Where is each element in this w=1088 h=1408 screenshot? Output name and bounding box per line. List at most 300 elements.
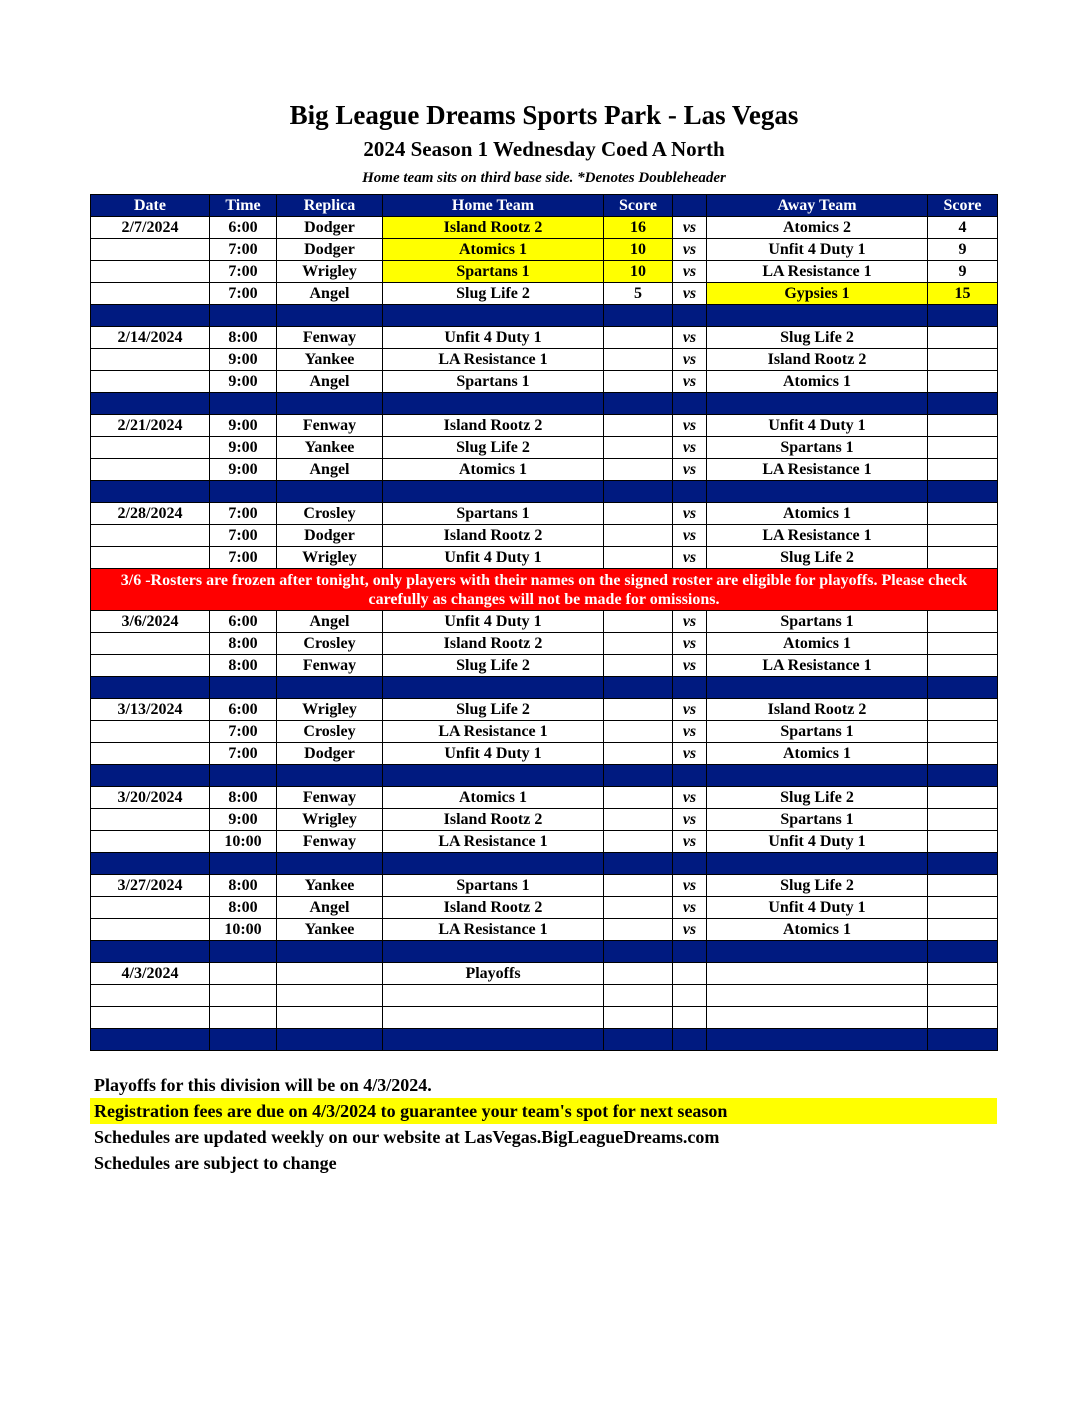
replica-cell: Angel <box>277 897 383 919</box>
home-score-cell <box>604 787 673 809</box>
away-score-cell <box>928 437 998 459</box>
separator-cell <box>383 305 604 327</box>
away-team-cell <box>707 1007 928 1029</box>
separator-cell <box>673 1029 707 1051</box>
home-score-cell <box>604 743 673 765</box>
away-score-cell <box>928 459 998 481</box>
separator-cell <box>210 677 277 699</box>
home-score-cell <box>604 985 673 1007</box>
home-score-cell <box>604 963 673 985</box>
col-header-vs <box>673 195 707 217</box>
separator-cell <box>210 853 277 875</box>
replica-cell <box>277 985 383 1007</box>
away-score-cell <box>928 415 998 437</box>
week-separator-row <box>91 393 998 415</box>
vs-cell: vs <box>673 239 707 261</box>
separator-cell <box>928 765 998 787</box>
away-score-cell <box>928 349 998 371</box>
footer-change-note: Schedules are subject to change <box>94 1153 337 1173</box>
home-team-cell: Island Rootz 2 <box>383 897 604 919</box>
replica-cell: Wrigley <box>277 809 383 831</box>
away-team-cell: Unfit 4 Duty 1 <box>707 415 928 437</box>
home-team-cell: Island Rootz 2 <box>383 217 604 239</box>
separator-cell <box>277 677 383 699</box>
separator-cell <box>928 1029 998 1051</box>
away-team-cell: Island Rootz 2 <box>707 349 928 371</box>
away-score-cell <box>928 919 998 941</box>
game-row <box>91 1007 998 1029</box>
away-team-cell: Atomics 1 <box>707 743 928 765</box>
away-score-cell <box>928 875 998 897</box>
time-cell: 7:00 <box>210 261 277 283</box>
vs-cell: vs <box>673 831 707 853</box>
separator-cell <box>91 305 210 327</box>
time-cell: 7:00 <box>210 283 277 305</box>
week-separator-row <box>91 481 998 503</box>
game-row <box>91 919 998 941</box>
away-score-cell <box>928 985 998 1007</box>
game-row <box>91 897 998 919</box>
away-score-cell <box>928 963 998 985</box>
away-score-cell <box>928 525 998 547</box>
away-team-cell: Unfit 4 Duty 1 <box>707 239 928 261</box>
time-cell: 8:00 <box>210 633 277 655</box>
separator-cell <box>277 305 383 327</box>
date-cell <box>91 547 210 569</box>
replica-cell: Fenway <box>277 327 383 349</box>
game-row <box>91 985 998 1007</box>
replica-cell <box>277 1007 383 1029</box>
game-row <box>91 633 998 655</box>
replica-cell: Angel <box>277 371 383 393</box>
time-cell: 7:00 <box>210 721 277 743</box>
vs-cell: vs <box>673 875 707 897</box>
separator-cell <box>277 481 383 503</box>
away-team-cell <box>707 963 928 985</box>
date-cell <box>91 985 210 1007</box>
home-score-cell <box>604 699 673 721</box>
time-cell: 9:00 <box>210 349 277 371</box>
home-team-cell: Spartans 1 <box>383 261 604 283</box>
vs-cell: vs <box>673 437 707 459</box>
schedule-body <box>91 217 998 1051</box>
separator-cell <box>210 305 277 327</box>
replica-cell: Fenway <box>277 787 383 809</box>
date-cell <box>91 349 210 371</box>
vs-cell: vs <box>673 633 707 655</box>
away-score-cell: 4 <box>928 217 998 239</box>
away-score-cell <box>928 547 998 569</box>
separator-cell <box>91 941 210 963</box>
page-subtitle: 2024 Season 1 Wednesday Coed A North <box>363 137 725 161</box>
home-score-cell <box>604 349 673 371</box>
time-cell: 9:00 <box>210 415 277 437</box>
vs-cell: vs <box>673 721 707 743</box>
separator-cell <box>707 853 928 875</box>
separator-cell <box>604 393 673 415</box>
col-header-away-team: Away Team <box>707 195 928 217</box>
home-score-cell <box>604 327 673 349</box>
away-team-cell: Atomics 1 <box>707 503 928 525</box>
separator-cell <box>604 481 673 503</box>
away-score-cell <box>928 743 998 765</box>
col-header-away-score: Score <box>928 195 998 217</box>
replica-cell: Angel <box>277 611 383 633</box>
vs-cell: vs <box>673 809 707 831</box>
away-team-cell: Atomics 2 <box>707 217 928 239</box>
vs-cell: vs <box>673 349 707 371</box>
away-score-cell <box>928 809 998 831</box>
week-separator-row <box>91 941 998 963</box>
separator-cell <box>383 393 604 415</box>
away-team-cell: Slug Life 2 <box>707 875 928 897</box>
time-cell: 6:00 <box>210 699 277 721</box>
replica-cell: Fenway <box>277 415 383 437</box>
replica-cell: Yankee <box>277 919 383 941</box>
away-team-cell: LA Resistance 1 <box>707 261 928 283</box>
home-score-cell <box>604 831 673 853</box>
separator-cell <box>928 941 998 963</box>
time-cell: 8:00 <box>210 875 277 897</box>
home-score-cell <box>604 437 673 459</box>
date-cell <box>91 371 210 393</box>
separator-cell <box>383 853 604 875</box>
replica-cell: Crosley <box>277 503 383 525</box>
home-team-cell: Spartans 1 <box>383 503 604 525</box>
separator-cell <box>707 677 928 699</box>
date-cell <box>91 283 210 305</box>
home-score-cell <box>604 809 673 831</box>
replica-cell: Fenway <box>277 655 383 677</box>
away-team-cell: Spartans 1 <box>707 721 928 743</box>
vs-cell: vs <box>673 261 707 283</box>
home-team-cell <box>383 1007 604 1029</box>
time-cell: 9:00 <box>210 437 277 459</box>
header-row <box>91 195 998 217</box>
home-score-cell: 10 <box>604 261 673 283</box>
vs-cell: vs <box>673 655 707 677</box>
replica-cell: Crosley <box>277 721 383 743</box>
roster-freeze-banner: 3/6 -Rosters are frozen after tonight, only players with their names on the signed roster are eligible for playoffs. Please check carefully as changes will not be made for omissions. <box>91 569 998 611</box>
date-cell <box>91 633 210 655</box>
date-cell: 3/20/2024 <box>91 787 210 809</box>
time-cell: 7:00 <box>210 239 277 261</box>
vs-cell: vs <box>673 787 707 809</box>
time-cell <box>210 963 277 985</box>
time-cell: 9:00 <box>210 809 277 831</box>
time-cell: 9:00 <box>210 371 277 393</box>
col-header-replica: Replica <box>277 195 383 217</box>
time-cell <box>210 1007 277 1029</box>
home-score-cell <box>604 1007 673 1029</box>
separator-cell <box>604 1029 673 1051</box>
home-score-cell: 16 <box>604 217 673 239</box>
separator-cell <box>383 481 604 503</box>
date-cell <box>91 721 210 743</box>
date-cell <box>91 919 210 941</box>
col-header-home-score: Score <box>604 195 673 217</box>
separator-cell <box>210 1029 277 1051</box>
home-team-cell: LA Resistance 1 <box>383 919 604 941</box>
time-cell: 7:00 <box>210 525 277 547</box>
separator-cell <box>383 941 604 963</box>
week-separator-row <box>91 305 998 327</box>
game-row <box>91 611 998 633</box>
time-cell: 8:00 <box>210 897 277 919</box>
home-team-cell: Slug Life 2 <box>383 283 604 305</box>
date-cell: 2/14/2024 <box>91 327 210 349</box>
replica-cell: Angel <box>277 283 383 305</box>
home-team-cell: Atomics 1 <box>383 459 604 481</box>
date-cell <box>91 261 210 283</box>
home-team-cell: Island Rootz 2 <box>383 633 604 655</box>
home-score-cell: 5 <box>604 283 673 305</box>
date-cell <box>91 437 210 459</box>
game-row <box>91 415 998 437</box>
separator-cell <box>673 765 707 787</box>
date-cell <box>91 239 210 261</box>
away-team-cell: LA Resistance 1 <box>707 459 928 481</box>
replica-cell: Yankee <box>277 875 383 897</box>
away-score-cell: 15 <box>928 283 998 305</box>
separator-cell <box>707 305 928 327</box>
separator-cell <box>673 677 707 699</box>
schedule-table <box>90 194 998 1051</box>
separator-cell <box>928 305 998 327</box>
home-score-cell <box>604 611 673 633</box>
home-score-cell <box>604 655 673 677</box>
replica-cell: Wrigley <box>277 547 383 569</box>
vs-cell: vs <box>673 459 707 481</box>
separator-cell <box>707 765 928 787</box>
vs-cell: vs <box>673 327 707 349</box>
away-team-cell: LA Resistance 1 <box>707 655 928 677</box>
away-score-cell <box>928 699 998 721</box>
vs-cell <box>673 985 707 1007</box>
separator-cell <box>928 393 998 415</box>
game-row <box>91 217 998 239</box>
away-team-cell: Atomics 1 <box>707 633 928 655</box>
home-team-cell: Spartans 1 <box>383 875 604 897</box>
game-row <box>91 809 998 831</box>
vs-cell: vs <box>673 217 707 239</box>
footer-playoffs-note: Playoffs for this division will be on 4/3/2024. <box>94 1075 432 1095</box>
home-team-cell: Spartans 1 <box>383 371 604 393</box>
game-row <box>91 831 998 853</box>
home-score-cell <box>604 459 673 481</box>
game-row <box>91 327 998 349</box>
separator-cell <box>210 941 277 963</box>
home-team-cell: LA Resistance 1 <box>383 831 604 853</box>
week-separator-row <box>91 1029 998 1051</box>
home-team-cell: LA Resistance 1 <box>383 349 604 371</box>
home-team-cell: Slug Life 2 <box>383 437 604 459</box>
home-score-cell <box>604 721 673 743</box>
game-row <box>91 371 998 393</box>
away-team-cell <box>707 985 928 1007</box>
away-team-cell: Slug Life 2 <box>707 547 928 569</box>
game-row <box>91 283 998 305</box>
date-cell: 2/7/2024 <box>91 217 210 239</box>
game-row <box>91 349 998 371</box>
vs-cell: vs <box>673 547 707 569</box>
home-team-cell: Slug Life 2 <box>383 655 604 677</box>
replica-cell: Dodger <box>277 525 383 547</box>
time-cell <box>210 985 277 1007</box>
game-row <box>91 875 998 897</box>
home-score-cell <box>604 547 673 569</box>
separator-cell <box>277 941 383 963</box>
date-cell: 3/6/2024 <box>91 611 210 633</box>
vs-cell: vs <box>673 503 707 525</box>
home-team-cell <box>383 985 604 1007</box>
away-score-cell <box>928 633 998 655</box>
home-score-cell <box>604 371 673 393</box>
time-cell: 10:00 <box>210 831 277 853</box>
separator-cell <box>277 853 383 875</box>
separator-cell <box>673 481 707 503</box>
separator-cell <box>928 853 998 875</box>
vs-cell: vs <box>673 919 707 941</box>
separator-cell <box>604 305 673 327</box>
separator-cell <box>91 677 210 699</box>
away-team-cell: Unfit 4 Duty 1 <box>707 831 928 853</box>
game-row <box>91 787 998 809</box>
separator-cell <box>707 393 928 415</box>
date-cell <box>91 897 210 919</box>
away-score-cell <box>928 371 998 393</box>
away-team-cell: Island Rootz 2 <box>707 699 928 721</box>
away-team-cell: Gypsies 1 <box>707 283 928 305</box>
separator-cell <box>673 305 707 327</box>
separator-cell <box>91 1029 210 1051</box>
home-score-cell <box>604 503 673 525</box>
separator-cell <box>604 853 673 875</box>
separator-cell <box>707 941 928 963</box>
home-score-cell: 10 <box>604 239 673 261</box>
replica-cell: Crosley <box>277 633 383 655</box>
time-cell: 9:00 <box>210 459 277 481</box>
week-separator-row <box>91 853 998 875</box>
separator-cell <box>928 677 998 699</box>
away-score-cell <box>928 611 998 633</box>
separator-cell <box>604 677 673 699</box>
away-score-cell: 9 <box>928 261 998 283</box>
separator-cell <box>91 765 210 787</box>
replica-cell: Dodger <box>277 217 383 239</box>
date-cell <box>91 655 210 677</box>
away-team-cell: Slug Life 2 <box>707 787 928 809</box>
separator-cell <box>707 1029 928 1051</box>
week-separator-row <box>91 677 998 699</box>
away-team-cell: Atomics 1 <box>707 919 928 941</box>
time-cell: 7:00 <box>210 503 277 525</box>
date-cell: 3/13/2024 <box>91 699 210 721</box>
date-cell <box>91 1007 210 1029</box>
home-score-cell <box>604 875 673 897</box>
vs-cell: vs <box>673 525 707 547</box>
game-row <box>91 239 998 261</box>
separator-cell <box>91 853 210 875</box>
home-team-cell: Slug Life 2 <box>383 699 604 721</box>
separator-cell <box>707 481 928 503</box>
separator-cell <box>210 765 277 787</box>
separator-cell <box>277 765 383 787</box>
time-cell: 6:00 <box>210 611 277 633</box>
date-cell <box>91 459 210 481</box>
separator-cell <box>91 393 210 415</box>
vs-cell: vs <box>673 415 707 437</box>
time-cell: 7:00 <box>210 547 277 569</box>
away-score-cell <box>928 503 998 525</box>
vs-cell: vs <box>673 897 707 919</box>
vs-cell: vs <box>673 699 707 721</box>
col-header-date: Date <box>91 195 210 217</box>
away-score-cell <box>928 721 998 743</box>
vs-cell <box>673 1007 707 1029</box>
away-team-cell: Spartans 1 <box>707 611 928 633</box>
replica-cell <box>277 963 383 985</box>
time-cell: 8:00 <box>210 327 277 349</box>
separator-cell <box>928 481 998 503</box>
separator-cell <box>673 393 707 415</box>
away-team-cell: LA Resistance 1 <box>707 525 928 547</box>
away-score-cell <box>928 787 998 809</box>
time-cell: 8:00 <box>210 787 277 809</box>
vs-cell <box>673 963 707 985</box>
time-cell: 10:00 <box>210 919 277 941</box>
date-cell <box>91 809 210 831</box>
home-team-cell: Unfit 4 Duty 1 <box>383 611 604 633</box>
replica-cell: Dodger <box>277 743 383 765</box>
footer-website-note: Schedules are updated weekly on our website at LasVegas.BigLeagueDreams.com <box>94 1127 720 1147</box>
separator-cell <box>383 1029 604 1051</box>
game-row <box>91 963 998 985</box>
home-team-cell: Island Rootz 2 <box>383 525 604 547</box>
home-team-cell: Atomics 1 <box>383 787 604 809</box>
home-team-cell: Island Rootz 2 <box>383 809 604 831</box>
separator-cell <box>383 677 604 699</box>
date-cell: 2/21/2024 <box>91 415 210 437</box>
replica-cell: Fenway <box>277 831 383 853</box>
home-score-cell <box>604 633 673 655</box>
separator-cell <box>383 765 604 787</box>
away-team-cell: Slug Life 2 <box>707 327 928 349</box>
game-row <box>91 437 998 459</box>
game-row <box>91 261 998 283</box>
replica-cell: Angel <box>277 459 383 481</box>
time-cell: 7:00 <box>210 743 277 765</box>
separator-cell <box>91 481 210 503</box>
date-cell <box>91 743 210 765</box>
separator-cell <box>673 853 707 875</box>
home-score-cell <box>604 415 673 437</box>
home-team-cell: Atomics 1 <box>383 239 604 261</box>
away-score-cell: 9 <box>928 239 998 261</box>
away-score-cell <box>928 831 998 853</box>
date-cell <box>91 525 210 547</box>
away-team-cell: Spartans 1 <box>707 809 928 831</box>
time-cell: 6:00 <box>210 217 277 239</box>
separator-cell <box>210 481 277 503</box>
game-row <box>91 655 998 677</box>
home-team-cell: Unfit 4 Duty 1 <box>383 547 604 569</box>
away-score-cell <box>928 1007 998 1029</box>
roster-freeze-banner-row <box>91 569 998 611</box>
separator-cell <box>673 941 707 963</box>
game-row <box>91 503 998 525</box>
away-team-cell: Unfit 4 Duty 1 <box>707 897 928 919</box>
